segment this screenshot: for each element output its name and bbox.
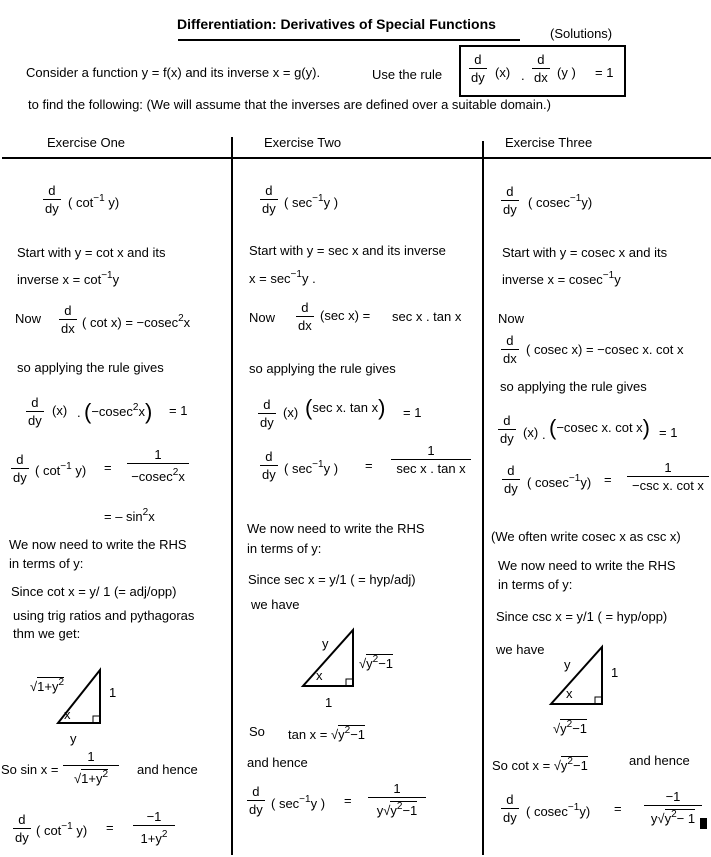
ex3-rule-dot: . — [542, 427, 546, 442]
ex3-res-eq: = — [604, 472, 612, 487]
ex2-since: Since sec x = y/1 ( = hyp/adj) — [248, 572, 416, 587]
ex1-res-left: ( $\cot^{-1} y$) — [35, 461, 87, 478]
ex3-adj-label: $√y^2-1$ — [553, 719, 588, 736]
ex1-rule-ddy: $\frac{d}{dy}$ — [28, 395, 42, 428]
ex3-hyp-label: y — [564, 657, 571, 672]
header-divider — [2, 157, 711, 159]
ex2-triangle — [300, 628, 360, 690]
ex2-we-have: we have — [251, 597, 300, 612]
column-divider-1 — [231, 137, 233, 855]
ex2-need-1: We now need to write the RHS — [247, 521, 425, 536]
ex2-now-rhs: sec x . tan x — [392, 309, 462, 324]
ex1-start-2: inverse $x = \cot^{-1}y$ — [17, 270, 120, 287]
ex2-start-2: $x = \sec^{-1}y$ . — [249, 269, 316, 286]
ex2-angle-x: x — [316, 668, 323, 683]
ex1-final-ddy: $\frac{d}{dy}$ — [15, 812, 29, 845]
ex1-final-eq: = — [106, 820, 114, 835]
ex1-rule-dot: . — [77, 405, 81, 420]
page-title: Differentiation: Derivatives of Special Functions — [177, 16, 496, 32]
ex2-hence: and hence — [247, 755, 308, 770]
ex3-res-ddy: $\frac{d}{dy}$ — [504, 463, 518, 496]
ex3-now-label: Now — [498, 311, 525, 326]
ex3-final-eq: = — [614, 801, 622, 816]
ex3-final-ddy: $\frac{d}{dy}$ — [503, 792, 517, 825]
ex1-trig-1: using trig ratios and pythagoras — [13, 608, 195, 623]
ex2-rule-inner: (sec x. tan x) — [305, 395, 386, 420]
ex2-so: So — [249, 724, 265, 739]
ex1-hence: and hence — [137, 762, 198, 777]
ex1-rule-x: (x) — [52, 403, 68, 418]
ex3-so-rule: so applying the rule gives — [500, 379, 647, 394]
ex1-angle-x: x — [64, 707, 71, 722]
ex1-final-frac: $\frac{-1}{1+y^2}$ — [133, 809, 175, 846]
rule-y: (y ) — [557, 65, 576, 80]
ex2-final-eq: = — [344, 793, 352, 808]
ex2-final-frac: $\frac{1}{y√y^2-1}$ — [368, 781, 426, 818]
use-rule-label: Use the rule — [372, 67, 443, 82]
ex2-res-left: ( $\sec^{-1}y$ ) — [284, 459, 339, 476]
ex3-hence: and hence — [629, 753, 690, 768]
ex2-res-frac: 1 sec x . tan x — [391, 443, 471, 476]
column-divider-2 — [482, 141, 484, 855]
ex1-now-ddx: $\frac{d}{dx}$ — [61, 303, 75, 336]
ex2-adj-label: 1 — [325, 695, 333, 710]
ex1-q-ddy: $\frac{d}{dy}$ — [45, 183, 59, 216]
ex2-need-2: in terms of y: — [247, 541, 322, 556]
cursor-block — [700, 818, 707, 829]
ex3-start-2: inverse x = cosec$^{-1}$y — [502, 270, 621, 287]
ex2-final-left: ( $\sec^{-1}y$ ) — [271, 794, 326, 811]
ex3-res-left: ( cosec$^{-1}$y) — [527, 473, 592, 490]
title-underline — [178, 39, 520, 41]
rule-ddy: $\frac{d}{dy}$ — [471, 52, 485, 85]
ex2-so-rule: so applying the rule gives — [249, 361, 396, 376]
ex2-res-ddy: $\frac{d}{dy}$ — [262, 449, 276, 482]
ex1-since: Since cot x = y/ 1 (= adj/opp) — [11, 584, 177, 599]
ex2-q-ddy: $\frac{d}{dy}$ — [262, 183, 276, 216]
ex3-rule-x: (x) — [523, 425, 539, 440]
ex2-rule-eq: = 1 — [403, 405, 422, 420]
ex2-question: ( $\sec^{-1}y$ ) — [284, 193, 339, 210]
header-exercise-two: Exercise Two — [264, 135, 342, 150]
ex1-res-frac: $\frac{1}{-cosec^2x}$ — [127, 447, 189, 484]
ex1-sin-frac: $\frac{1}{√1+y^2}$ — [63, 749, 119, 786]
ex3-question: ( cosec$^{-1}$y) — [528, 193, 593, 210]
ex1-so-rule: so applying the rule gives — [17, 360, 164, 375]
ex1-question: ( $\cot^{-1} y$) — [68, 193, 120, 210]
ex1-res-eq: = — [104, 460, 112, 475]
subtitle: (Solutions) — [550, 26, 613, 41]
ex1-trig-2: thm we get: — [13, 626, 81, 641]
intro-line-2: to find the following: (We will assume that the inverses are defined over a suitable domain.) — [28, 97, 551, 112]
ex3-now-expr: ( cosec x) = −cosec x. cot x — [526, 342, 684, 357]
ex2-now-label: Now — [249, 310, 276, 325]
ex2-res-eq: = — [365, 458, 373, 473]
ex2-opp-label: $√y^2-1$ — [359, 654, 394, 671]
ex1-now-expr: ( cot x) = −cosec$^2$x — [82, 313, 191, 330]
ex2-now-expr: (sec x) = — [320, 308, 371, 323]
rule-box — [459, 45, 626, 97]
ex3-rule-ddy: $\frac{d}{dy}$ — [500, 413, 514, 446]
ex1-adj-label: y — [70, 731, 77, 746]
ex3-now-ddx: $\frac{d}{dx}$ — [503, 333, 517, 366]
ex3-so-cot: So $\cot x = √y^2-1$ — [492, 756, 588, 773]
ex3-final-left: ( cosec$^{-1}$y) — [526, 802, 591, 819]
ex3-rule-inner: (−cosec x. cot x) — [549, 415, 650, 440]
ex2-hyp-label: y — [322, 636, 329, 651]
header-exercise-one: Exercise One — [47, 135, 126, 150]
ex1-res-ddy: $\frac{d}{dy}$ — [13, 452, 27, 485]
ex2-start-1: Start with y = sec x and its inverse — [249, 243, 446, 258]
ex2-tanx: $\tan x = √y^2-1$ — [288, 725, 366, 742]
ex2-rule-ddy: $\frac{d}{dy}$ — [260, 397, 274, 430]
ex3-need-2: in terms of y: — [498, 577, 573, 592]
ex1-rule-eq: = 1 — [169, 403, 188, 418]
ex3-final-frac: $\frac{-1}{y√y^2- 1}$ — [644, 789, 702, 826]
ex1-res-2: = – $\sin^2x$ — [104, 507, 155, 524]
rule-dot: . — [521, 68, 525, 83]
ex3-q-ddy: $\frac{d}{dy}$ — [503, 184, 517, 217]
ex3-rule-eq: = 1 — [659, 425, 678, 440]
ex3-res-frac: 1 −csc x. cot x — [627, 460, 709, 493]
ex1-now-label: Now — [15, 311, 42, 326]
ex3-start-1: Start with y = cosec x and its — [502, 245, 668, 260]
ex1-so-sin: So sin x = — [1, 762, 59, 777]
ex1-hyp-label: $√1+y^2$ — [30, 677, 65, 694]
rule-x: (x) — [495, 65, 511, 80]
header-exercise-three: Exercise Three — [505, 135, 593, 150]
ex3-we-have: we have — [496, 642, 545, 657]
ex1-need-2: in terms of y: — [9, 556, 84, 571]
ex1-start-1: Start with y = cot x and its — [17, 245, 166, 260]
ex3-note: (We often write cosec x as csc x) — [491, 529, 681, 544]
ex2-now-ddx: $\frac{d}{dx}$ — [298, 300, 312, 333]
intro-line-1: Consider a function y = f(x) and its inverse x = g(y). — [26, 65, 321, 80]
ex1-final-left: ( $\cot^{-1} y$) — [36, 821, 88, 838]
ex3-since: Since csc x = y/1 ( = hyp/opp) — [496, 609, 668, 624]
ex1-need-1: We now need to write the RHS — [9, 537, 187, 552]
ex3-need-1: We now need to write the RHS — [498, 558, 676, 573]
ex2-final-ddy: $\frac{d}{dy}$ — [249, 784, 263, 817]
ex3-opp-label: 1 — [611, 665, 619, 680]
ex3-angle-x: x — [566, 686, 573, 701]
ex1-opp-label: 1 — [109, 685, 117, 700]
ex2-rule-x: (x) — [283, 405, 299, 420]
rule-eq: = 1 — [595, 65, 614, 80]
ex3-triangle — [548, 645, 608, 709]
rule-ddx: $\frac{d}{dx}$ — [534, 52, 548, 85]
ex1-rule-inner: (−cosec$^2$x) — [84, 399, 153, 424]
